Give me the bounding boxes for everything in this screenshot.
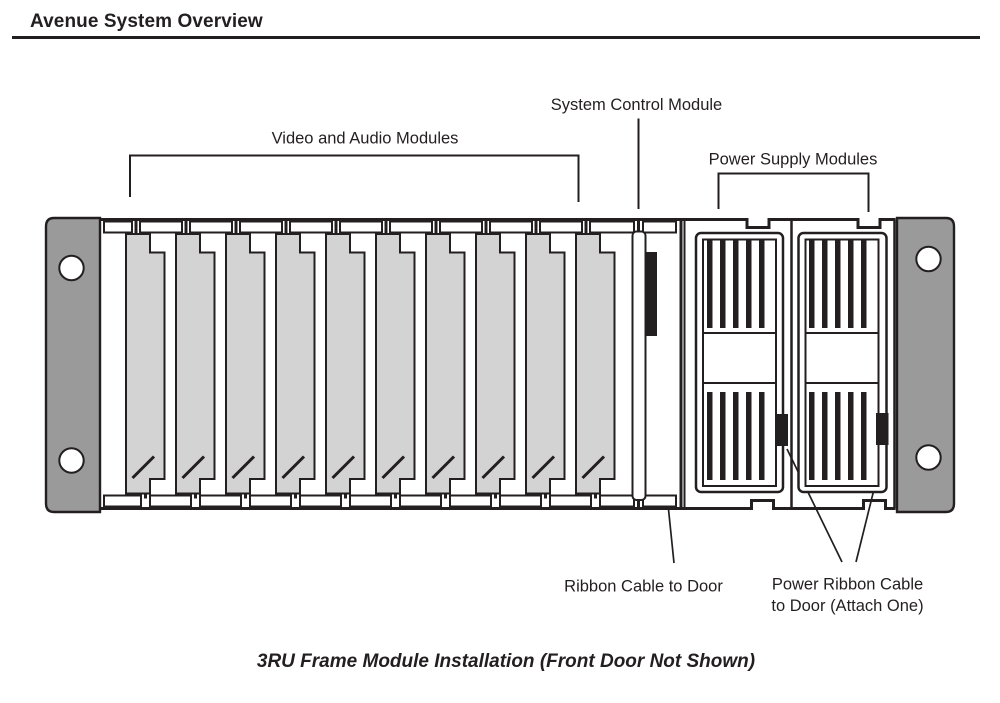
rail-slot-opening xyxy=(104,496,141,507)
bottom-rail-slots xyxy=(104,496,676,507)
rail-slot-opening xyxy=(400,496,441,507)
rail-slot-opening xyxy=(450,496,491,507)
video-audio-module-card xyxy=(526,221,565,499)
video-audio-module-card xyxy=(176,221,215,499)
rail-slot-opening xyxy=(140,222,182,233)
power-supply-bracket xyxy=(719,174,869,213)
video-audio-module-card xyxy=(376,221,415,499)
rail-slot-opening xyxy=(600,496,634,507)
power-supply-2-label-plate xyxy=(806,333,879,383)
rail-slot-opening xyxy=(490,222,532,233)
power-supply-module-1 xyxy=(696,233,788,492)
power-ribbon-connector-1 xyxy=(776,414,788,446)
video-audio-module-card xyxy=(426,221,465,499)
mounting-hole xyxy=(59,256,83,280)
mounting-hole xyxy=(916,445,940,469)
rail-slot-opening xyxy=(350,496,391,507)
power-supply-modules-label: Power Supply Modules xyxy=(708,150,878,169)
rail-slot-opening xyxy=(290,222,332,233)
video-audio-bracket xyxy=(130,156,579,203)
power-ribbon-connector-2 xyxy=(876,413,889,445)
system-control-module-label: System Control Module xyxy=(550,96,723,114)
video-audio-module-card xyxy=(276,221,315,499)
video-audio-modules-label: Video and Audio Modules xyxy=(271,129,459,148)
video-audio-module-card xyxy=(326,221,365,499)
ribbon-cable-connector xyxy=(646,252,658,336)
rail-slot-opening xyxy=(190,222,232,233)
figure-caption: 3RU Frame Module Installation (Front Door Not Shown) xyxy=(256,651,756,672)
top-rail-slots xyxy=(104,222,676,233)
rail-slot-opening xyxy=(643,222,676,233)
rail-slot-opening xyxy=(340,222,382,233)
rail-slot-opening xyxy=(440,222,482,233)
rail-slot-opening xyxy=(500,496,541,507)
rail-slot-opening xyxy=(104,222,132,233)
power-supply-bay xyxy=(681,220,896,509)
rail-slot-opening xyxy=(550,496,591,507)
rail-slot-opening xyxy=(540,222,582,233)
left-mounting-ear xyxy=(46,218,100,512)
rail-slot-opening xyxy=(390,222,432,233)
rail-slot-opening xyxy=(240,222,282,233)
ribbon-cable-label: Ribbon Cable to Door xyxy=(564,577,723,596)
video-audio-module-card xyxy=(576,221,615,499)
mounting-hole xyxy=(59,448,83,472)
power-ribbon-label-line1: Power Ribbon Cable xyxy=(771,575,924,594)
video-audio-module-card xyxy=(226,221,265,499)
rail-slot-opening xyxy=(590,222,634,233)
card-cage xyxy=(98,220,682,509)
rail-slot-opening xyxy=(250,496,291,507)
power-supply-1-label-plate xyxy=(703,333,776,383)
power-ribbon-label-line2: to Door (Attach One) xyxy=(771,597,924,615)
rail-slot-opening xyxy=(300,496,341,507)
right-mounting-ear xyxy=(897,218,954,512)
mounting-hole xyxy=(916,247,940,271)
rail-slot-opening xyxy=(643,496,676,507)
rail-slot-opening xyxy=(200,496,241,507)
video-audio-module-card xyxy=(476,221,515,499)
power-supply-module-2 xyxy=(799,233,889,492)
video-audio-module-card xyxy=(126,221,165,499)
page-title: Avenue System Overview xyxy=(30,11,263,32)
rail-slot-opening xyxy=(150,496,191,507)
